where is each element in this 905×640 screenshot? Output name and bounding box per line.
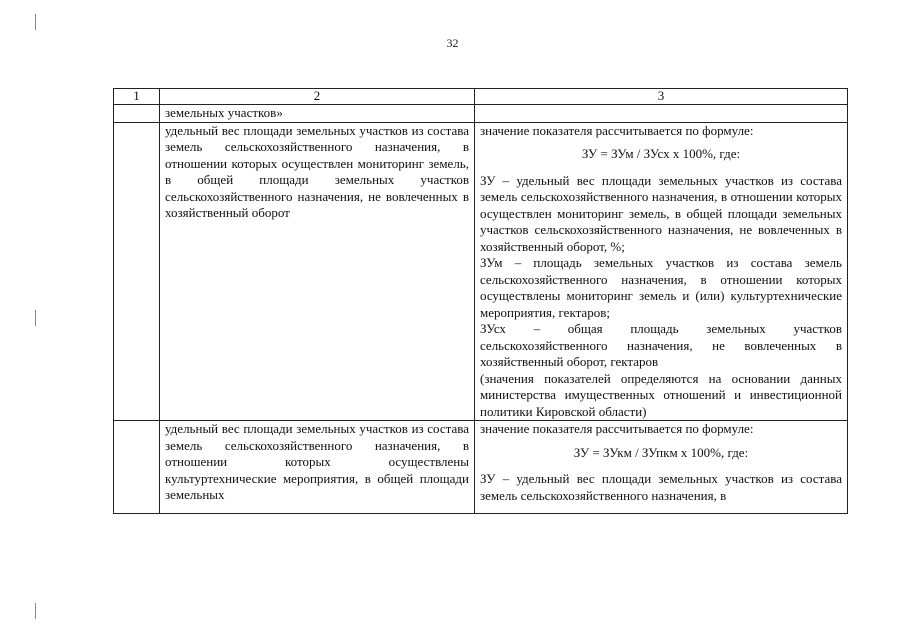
continuation-cell-1: [114, 105, 160, 123]
definition-zu: ЗУ – удельный вес площади земельных участков из состава земель сельскохозяйственного назначения, в: [480, 471, 842, 503]
continuation-row: [114, 105, 848, 123]
definition-zum: ЗУм – площадь земельных участков из состава земель сельскохозяйственного назначения, в отношении которых осуществлены мониторинг земель и (или) культуртехнические мероприятия, гектаров;: [480, 255, 842, 320]
page-number: 32: [446, 36, 459, 50]
indicator-table: [113, 88, 848, 514]
formula: ЗУ = ЗУкм / ЗУпкм х 100%, где:: [573, 444, 749, 460]
data-source-note: (значения показателей определяются на основании данных министерства имущественных отношений и инвестиционной политики Кировской области): [480, 370, 842, 419]
method-intro: значение показателя рассчитывается по формуле:: [480, 122, 754, 138]
indicator-cell: удельный вес площади земельных участков из состава земель сельскохозяйственного назначения, в отношении которых осуществлен мониторинг земель, в общей площади земельных участков сельскохозяйственного назначения, не вовлеченных в хозяйственный оборот: [160, 122, 475, 421]
definition-zusx: ЗУсх – общая площадь земельных участков сельскохозяйственного назначения, не вовлеченных в хозяйственный оборот, гектаров: [480, 321, 842, 369]
formula: ЗУ = ЗУм / ЗУсх х 100%, где:: [581, 146, 741, 161]
continuation-text: земельных участков»: [160, 105, 475, 123]
method-cell: [475, 122, 848, 421]
scan-mark-middle: [35, 310, 36, 326]
column-header-3: 3: [475, 89, 848, 105]
number-cell: [114, 122, 160, 421]
column-header-1: 1: [114, 89, 160, 105]
table-row: [114, 421, 848, 514]
table-header-row: [114, 89, 848, 105]
continuation-cell-3: [475, 105, 848, 123]
number-cell: [114, 421, 160, 514]
scan-mark-top: [35, 14, 36, 30]
scan-mark-bottom: [35, 603, 36, 619]
definition-zu: ЗУ – удельный вес площади земельных участков из состава земель сельскохозяйственного назначения, в отношении которых осуществлен мониторинг земель, в общей площади земельных участков сельскохозяйственного назначения, не вовлеченных в хозяйственный оборот, %;: [480, 172, 842, 254]
method-cell: [475, 421, 848, 514]
column-header-2: 2: [160, 89, 475, 105]
method-intro: значение показателя рассчитывается по формуле:: [480, 421, 754, 436]
indicator-cell: удельный вес площади земельных участков из состава земель сельскохозяйственного назначения, в отношении которых осуществлены культуртехнические мероприятия, в общей площади земельных: [160, 421, 475, 514]
table-row: [114, 122, 848, 421]
